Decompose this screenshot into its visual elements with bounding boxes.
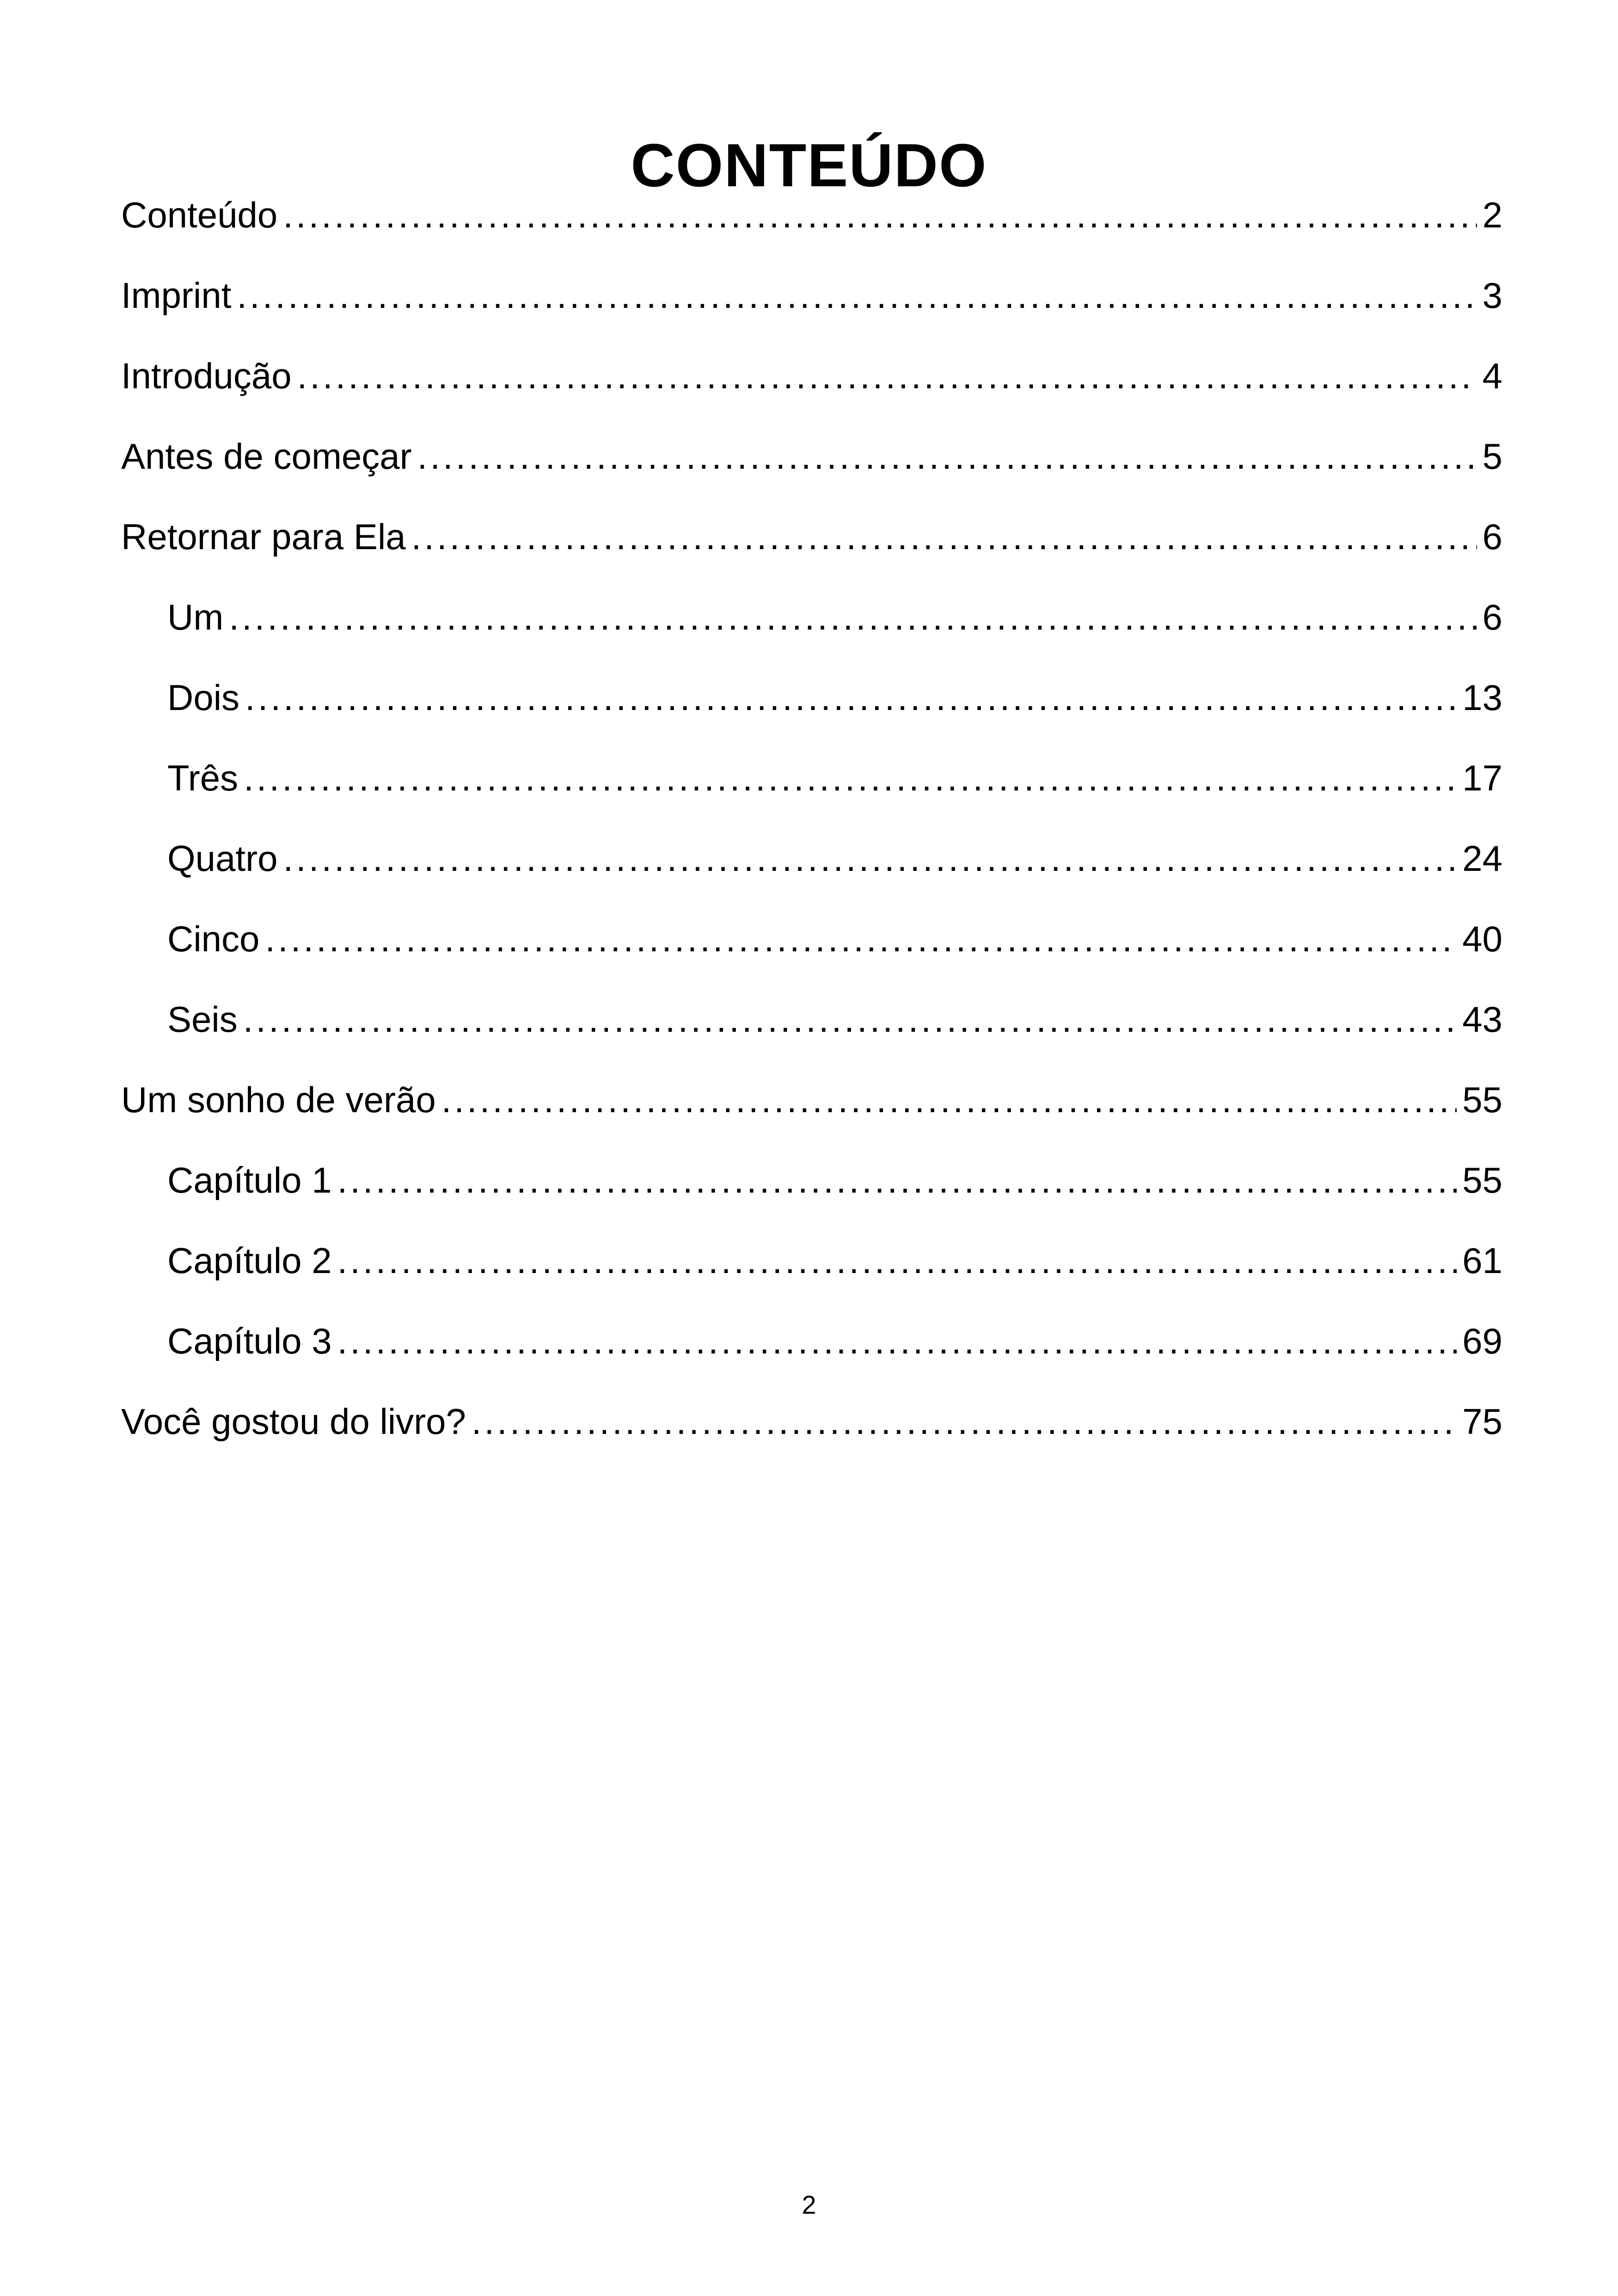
toc-entry-page-number: 61 [1462,1240,1502,1281]
toc-entry-page-number: 55 [1462,1079,1502,1120]
toc-entry-page-number: 6 [1482,597,1502,637]
toc-entry-label: Retornar para Ela [121,516,406,557]
toc-entry-page-number: 24 [1462,838,1502,879]
toc-dot-leader [337,1313,1457,1369]
toc-entry-label: Quatro [167,838,278,879]
toc-subentry[interactable] [121,911,1502,992]
toc-entry-page-number: 55 [1462,1160,1502,1200]
toc-entry-label: Cinco [167,918,260,959]
toc-entry-label: Capítulo 3 [167,1321,332,1361]
table-of-contents [121,187,1502,1474]
toc-dot-leader [283,187,1477,243]
toc-entry[interactable] [121,429,1502,509]
toc-dot-leader [441,1072,1457,1127]
toc-entry-label: Um sonho de verão [121,1079,436,1120]
toc-dot-leader [229,589,1477,645]
toc-entry-label: Um [167,597,224,637]
toc-dot-leader [265,911,1457,967]
toc-subentry[interactable] [121,1233,1502,1313]
toc-dot-leader [283,831,1457,886]
toc-dot-leader [244,750,1457,806]
toc-subentry[interactable] [121,1152,1502,1233]
toc-entry-label: Três [167,758,239,798]
toc-entry-label: Antes de começar [121,436,412,477]
toc-dot-leader [243,992,1457,1047]
toc-entry-page-number: 17 [1462,758,1502,798]
toc-entry[interactable] [121,1394,1502,1474]
page-footer-number: 2 [802,2190,816,2219]
toc-entry-label: Dois [167,677,240,718]
toc-dot-leader [297,348,1477,404]
toc-entry-page-number: 40 [1462,918,1502,959]
toc-entry-label: Capítulo 1 [167,1160,332,1200]
toc-dot-leader [337,1152,1457,1208]
toc-entry-label: Introdução [121,355,292,396]
toc-entry[interactable] [121,187,1502,268]
toc-entry[interactable] [121,509,1502,589]
toc-entry-page-number: 2 [1482,195,1502,235]
page-title: CONTEÚDO [631,131,987,200]
toc-entry-page-number: 13 [1462,677,1502,718]
toc-entry-page-number: 75 [1462,1401,1502,1442]
toc-subentry[interactable] [121,1313,1502,1394]
toc-dot-leader [411,509,1477,564]
toc-subentry[interactable] [121,589,1502,670]
toc-entry-page-number: 5 [1482,436,1502,477]
toc-entry-page-number: 6 [1482,516,1502,557]
toc-dot-leader [337,1233,1457,1288]
toc-entry-page-number: 43 [1462,999,1502,1040]
toc-dot-leader [237,268,1477,323]
toc-entry[interactable] [121,268,1502,348]
toc-entry-page-number: 69 [1462,1321,1502,1361]
toc-entry-label: Seis [167,999,238,1040]
toc-subentry[interactable] [121,831,1502,911]
toc-entry[interactable] [121,1072,1502,1152]
toc-entry-label: Imprint [121,275,232,316]
toc-entry-label: Conteúdo [121,195,278,235]
toc-entry-page-number: 3 [1482,275,1502,316]
toc-entry-label: Você gostou do livro? [121,1401,466,1442]
toc-dot-leader [417,429,1477,484]
toc-entry[interactable] [121,348,1502,429]
toc-subentry[interactable] [121,750,1502,831]
toc-subentry[interactable] [121,992,1502,1072]
toc-dot-leader [472,1394,1457,1449]
toc-entry-page-number: 4 [1482,355,1502,396]
toc-entry-label: Capítulo 2 [167,1240,332,1281]
toc-subentry[interactable] [121,670,1502,750]
toc-dot-leader [245,670,1457,725]
